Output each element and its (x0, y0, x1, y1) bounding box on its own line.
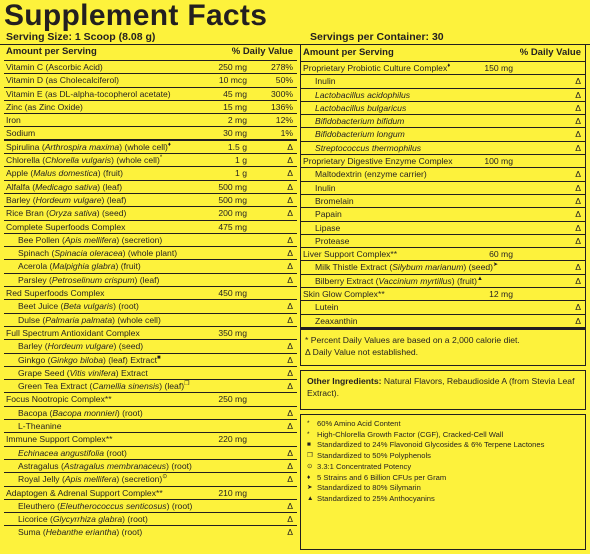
ingredient-name: Chlorella (Chlorella vulgaris) (whole cell)* (6, 155, 163, 166)
ingredient-daily-value: Δ (287, 301, 293, 312)
legend-item (307, 451, 579, 462)
ingredient-name: Inulin (315, 76, 336, 87)
ingredient-name: Proprietary Digestive Enzyme Complex (303, 156, 453, 167)
ingredient-name: Immune Support Complex** (6, 434, 113, 445)
table-row (4, 393, 297, 406)
right-amount-header: Amount per Serving (303, 47, 394, 58)
table-row (4, 526, 297, 539)
ingredient-daily-value: Δ (575, 235, 581, 246)
table-row (301, 89, 585, 102)
ingredient-amount: 220 mg (218, 434, 247, 445)
ingredient-amount: 10 mcg (218, 75, 247, 86)
ingredient-name: Complete Superfoods Complex (6, 221, 126, 232)
legend-symbol: * (307, 420, 310, 427)
table-row (4, 460, 297, 473)
ingredient-name: Lipase (315, 222, 341, 233)
table-row (4, 101, 297, 114)
ingredient-name: Maltodextrin (enzyme carrier) (315, 169, 427, 180)
table-row (4, 74, 297, 87)
table-row (4, 247, 297, 260)
table-row (4, 114, 297, 127)
left-dv-header: % Daily Value (231, 46, 293, 57)
ingredient-name: Full Spectrum Antioxidant Complex (6, 327, 140, 338)
ingredient-name: Streptococcus thermophilus (315, 142, 422, 153)
table-row (301, 168, 585, 181)
legend-symbol: ▲ (307, 494, 314, 502)
ingredient-name: Vitamin E (as DL-alpha-tocopherol acetate) (6, 88, 171, 99)
ingredient-name: Astragalus (Astragalus membranaceus) (root) (18, 460, 192, 471)
ingredient-name: L-Theanine (18, 421, 62, 432)
table-row (301, 62, 585, 75)
ingredient-daily-value: Δ (575, 209, 581, 220)
table-row (301, 102, 585, 115)
table-row (4, 420, 297, 433)
ingredient-name: Barley (Hordeum vulgare) (seed) (18, 341, 144, 352)
legend-text: 5 Strains and 6 Billion CFUs per Gram (317, 472, 447, 482)
ingredient-name: Spinach (Spinacia oleracea) (whole plant) (18, 248, 178, 259)
ingredient-amount: 12 mg (489, 289, 513, 300)
ingredient-daily-value: Δ (575, 315, 581, 326)
ingredient-daily-value: Δ (287, 274, 293, 285)
ingredient-name: Zinc (as Zinc Oxide) (6, 101, 83, 112)
ingredient-name: Vitamin D (as Cholecalciferol) (6, 75, 120, 86)
ingredient-daily-value: Δ (575, 195, 581, 206)
footnotes (301, 328, 585, 358)
ingredient-daily-value: Δ (287, 527, 293, 538)
table-row (4, 234, 297, 247)
ingredient-daily-value: Δ (575, 182, 581, 193)
footnote-marker: ➤ (492, 262, 499, 269)
ingredient-name: Apple (Malus domestica) (fruit) (6, 168, 124, 179)
servings-per-container: Servings per Container: 30 (310, 31, 444, 43)
table-row (301, 182, 585, 195)
ingredient-name: Green Tea Extract (Camellia sinensis) (leaf)❐ (18, 381, 190, 392)
table-row (4, 154, 297, 167)
ingredient-name: Bromelain (315, 195, 354, 206)
legend-symbol: ➤ (307, 484, 313, 492)
ingredient-name: Proprietary Probiotic Culture Complex♦ (303, 63, 451, 73)
ingredient-name: Spirulina (Arthrospira maxima) (whole cell)♦ (6, 141, 171, 152)
ingredient-amount: 210 mg (218, 487, 247, 498)
ingredient-name: Barley (Hordeum vulgare) (leaf) (6, 194, 127, 205)
ingredient-daily-value: Δ (287, 514, 293, 525)
ingredient-daily-value: Δ (575, 222, 581, 233)
legend-text: 3.3:1 Concentrated Potency (317, 461, 412, 471)
ingredient-daily-value: 278% (271, 62, 293, 72)
ingredient-daily-value: Δ (287, 381, 293, 392)
table-row (4, 367, 297, 380)
ingredient-amount: 150 mg (484, 63, 513, 73)
legend-text: Standardized to 80% Silymarin (317, 483, 421, 493)
ingredient-daily-value: Δ (287, 447, 293, 458)
right-dv-header: % Daily Value (519, 47, 581, 58)
serving-size: Serving Size: 1 Scoop (8.08 g) (6, 31, 156, 43)
table-row (4, 473, 297, 486)
ingredient-name: Parsley (Petroselinum crispum) (leaf) (18, 274, 160, 285)
other-ingredients-box (300, 370, 586, 410)
ingredient-amount: 250 mg (218, 394, 247, 405)
table-row (301, 222, 585, 235)
table-row (4, 380, 297, 393)
ingredient-daily-value: Δ (287, 155, 293, 166)
ingredient-name: Skin Glow Complex** (303, 289, 385, 300)
footnote-marker: ⊙ (162, 474, 168, 481)
table-row (4, 513, 297, 526)
right-table-header (301, 45, 585, 62)
footnote-marker: ▲ (477, 275, 483, 282)
table-row (301, 248, 585, 261)
ingredient-amount: 250 mg (218, 62, 247, 72)
ingredient-daily-value: Δ (287, 367, 293, 378)
legend-symbol: ❐ (307, 452, 313, 460)
ingredient-daily-value: 12% (275, 115, 293, 126)
ingredient-daily-value: Δ (287, 248, 293, 259)
ingredient-daily-value: Δ (575, 302, 581, 313)
legend-text: Standardized to 24% Flavonoid Glycosides & 6% Terpene Lactones (317, 440, 545, 450)
table-row (4, 88, 297, 101)
ingredient-daily-value: Δ (575, 116, 581, 127)
ingredient-name: Adaptogen & Adrenal Support Complex** (6, 487, 163, 498)
legend-item (307, 419, 579, 430)
ingredient-daily-value: 300% (271, 88, 293, 99)
table-row (301, 288, 585, 301)
table-row (4, 287, 297, 300)
ingredient-daily-value: Δ (575, 142, 581, 153)
table-row (301, 142, 585, 155)
ingredient-name: Lactobacillus bulgaricus (315, 102, 407, 113)
table-row (4, 167, 297, 180)
ingredient-amount: 2 mg (227, 115, 247, 126)
ingredient-daily-value: Δ (287, 421, 293, 432)
ingredient-amount: 475 mg (218, 221, 247, 232)
ingredient-name: Royal Jelly (Apis mellifera) (secretion)⊙ (18, 474, 168, 485)
table-row (4, 61, 297, 74)
ingredient-name: Bifidobacterium longum (315, 129, 405, 140)
table-row (4, 181, 297, 194)
table-row (4, 447, 297, 460)
ingredient-amount: 1 g (235, 168, 247, 179)
ingredient-name: Bifidobacterium bifidum (315, 116, 405, 127)
ingredient-name: Eleuthero (Eleutherococcus senticosus) (root) (18, 500, 193, 511)
other-ingredients-text: Natural Flavors, Rebaudioside A (from Stevia Leaf Extract). (307, 376, 575, 398)
table-row (4, 194, 297, 207)
ingredient-daily-value: 50% (275, 75, 293, 86)
ingredient-name: Zeaxanthin (315, 315, 358, 326)
ingredient-name: Echinacea angustifolia (root) (18, 447, 127, 458)
ingredient-daily-value: 136% (271, 101, 293, 112)
table-row (4, 274, 297, 287)
ingredient-daily-value: 1% (280, 128, 293, 139)
ingredient-name: Focus Nootropic Complex** (6, 394, 112, 405)
table-row (301, 195, 585, 208)
table-row (301, 301, 585, 314)
table-row (301, 208, 585, 221)
table-row (301, 155, 585, 168)
ingredient-name: Dulse (Palmaria palmata) (whole cell) (18, 314, 161, 325)
legend-item (307, 483, 579, 494)
ingredient-name: Licorice (Glycyrrhiza glabra) (root) (18, 514, 148, 525)
left-rows (4, 61, 297, 540)
table-row (301, 275, 585, 288)
ingredient-daily-value: Δ (287, 407, 293, 418)
ingredient-name: Sodium (6, 128, 36, 139)
table-row (4, 433, 297, 446)
footnote-marker: ♦ (167, 141, 171, 148)
ingredient-daily-value: Δ (287, 500, 293, 511)
ingredient-daily-value: Δ (575, 169, 581, 180)
ingredient-amount: 45 mg (223, 88, 247, 99)
ingredient-name: Vitamin C (Ascorbic Acid) (6, 62, 103, 72)
footnote-marker: * (159, 155, 163, 162)
table-row (4, 354, 297, 367)
table-row (4, 207, 297, 220)
ingredient-name: Bee Pollen (Apis mellifera) (secretion) (18, 234, 163, 245)
ingredient-name: Protease (315, 235, 350, 246)
ingredient-name: Grape Seed (Vitis vinifera) Extract (18, 367, 148, 378)
ingredient-name: Liver Support Complex** (303, 249, 398, 260)
table-row (4, 221, 297, 234)
ingredient-name: Lactobacillus acidophilus (315, 89, 411, 100)
ingredient-daily-value: Δ (287, 460, 293, 471)
left-table-header (4, 44, 297, 61)
footnote-daily-values: * Percent Daily Values are based on a 2,000 calorie diet. (305, 334, 520, 345)
footnote-marker: ♦ (447, 63, 451, 70)
ingredient-daily-value: Δ (287, 181, 293, 192)
footnote-marker: ■ (157, 354, 161, 361)
ingredient-daily-value: Δ (287, 474, 293, 485)
legend-item (307, 473, 579, 484)
ingredient-amount: 1.5 g (227, 141, 247, 152)
right-rows (301, 62, 585, 328)
ingredient-name: Suma (Hebanthe eriantha) (root) (18, 527, 143, 538)
table-row (4, 340, 297, 353)
left-amount-header: Amount per Serving (6, 46, 97, 57)
table-row (4, 327, 297, 340)
table-row (4, 260, 297, 273)
legend-symbol: * (307, 430, 310, 438)
ingredient-daily-value: Δ (287, 234, 293, 245)
ingredient-amount: 450 mg (218, 288, 247, 299)
ingredient-daily-value: Δ (287, 168, 293, 179)
ingredient-daily-value: Δ (575, 76, 581, 87)
ingredient-daily-value: Δ (287, 354, 293, 365)
ingredient-name: Red Superfoods Complex (6, 288, 105, 299)
footnote-not-established: Δ Daily Value not established. (305, 346, 419, 357)
panel-title: Supplement Facts (4, 0, 268, 32)
legend-list (301, 415, 585, 509)
ingredient-daily-value: Δ (575, 102, 581, 113)
ingredient-name: Ginkgo (Ginkgo biloba) (leaf) Extract■ (18, 354, 161, 365)
legend-text: Standardized to 50% Polyphenols (317, 451, 431, 461)
ingredient-name: Milk Thistle Extract (Silybum marianum) (seed)➤ (315, 262, 499, 273)
ingredient-amount: 60 mg (489, 249, 513, 260)
other-ingredients-label: Other Ingredients: (307, 376, 382, 386)
table-row (301, 75, 585, 88)
ingredient-amount: 15 mg (223, 101, 247, 112)
table-row (4, 500, 297, 513)
table-row (4, 407, 297, 420)
ingredient-name: Acerola (Malpighia glabra) (fruit) (18, 261, 141, 272)
ingredient-name: Alfalfa (Medicago sativa) (leaf) (6, 181, 123, 192)
ingredient-daily-value: Δ (575, 262, 581, 273)
left-nutrient-table (4, 44, 297, 540)
ingredient-name: Bacopa (Bacopa monnieri) (root) (18, 407, 143, 418)
table-row (301, 261, 585, 274)
table-row (4, 487, 297, 500)
legend-item (307, 440, 579, 451)
ingredient-daily-value: Δ (287, 194, 293, 205)
table-row (301, 115, 585, 128)
legend-symbol: ⊙ (307, 462, 313, 470)
table-row (4, 141, 297, 154)
table-row (301, 128, 585, 141)
ingredient-amount: 500 mg (218, 181, 247, 192)
ingredient-name: Papain (315, 209, 342, 220)
ingredient-name: Beet Juice (Beta vulgaris) (root) (18, 301, 139, 312)
ingredient-amount: 1 g (235, 155, 247, 166)
legend-item (307, 430, 579, 441)
ingredient-daily-value: Δ (287, 141, 293, 152)
legend-box (300, 414, 586, 550)
legend-text: High-Chlorella Growth Factor (CGF), Cracked-Cell Wall (317, 429, 504, 439)
ingredient-daily-value: Δ (287, 314, 293, 325)
ingredient-daily-value: Δ (287, 208, 293, 219)
ingredient-name: Lutein (315, 302, 339, 313)
ingredient-amount: 200 mg (218, 208, 247, 219)
ingredient-name: Rice Bran (Oryza sativa) (seed) (6, 208, 127, 219)
ingredient-name: Bilberry Extract (Vaccinium myrtillus) (fruit)▲ (315, 275, 483, 286)
ingredient-amount: 30 mg (223, 128, 247, 139)
legend-symbol: ■ (307, 441, 311, 449)
table-row (4, 314, 297, 327)
ingredient-amount: 500 mg (218, 194, 247, 205)
legend-item (307, 462, 579, 473)
right-nutrient-table (300, 44, 586, 366)
footnote-marker: ❐ (184, 381, 190, 388)
ingredient-amount: 100 mg (484, 156, 513, 167)
ingredient-name: Iron (6, 115, 21, 126)
table-row (4, 127, 297, 140)
ingredient-daily-value: Δ (287, 261, 293, 272)
ingredient-daily-value: Δ (575, 275, 581, 286)
ingredient-daily-value: Δ (575, 129, 581, 140)
table-row (301, 235, 585, 248)
table-row (4, 300, 297, 313)
legend-item (307, 494, 579, 505)
ingredient-name: Inulin (315, 182, 336, 193)
table-row (301, 315, 585, 328)
legend-text: Standardized to 25% Anthocyanins (317, 493, 435, 503)
legend-text: 60% Amino Acid Content (317, 419, 401, 428)
ingredient-amount: 350 mg (218, 327, 247, 338)
legend-symbol: ♦ (307, 473, 311, 481)
ingredient-daily-value: Δ (287, 341, 293, 352)
ingredient-daily-value: Δ (575, 89, 581, 100)
